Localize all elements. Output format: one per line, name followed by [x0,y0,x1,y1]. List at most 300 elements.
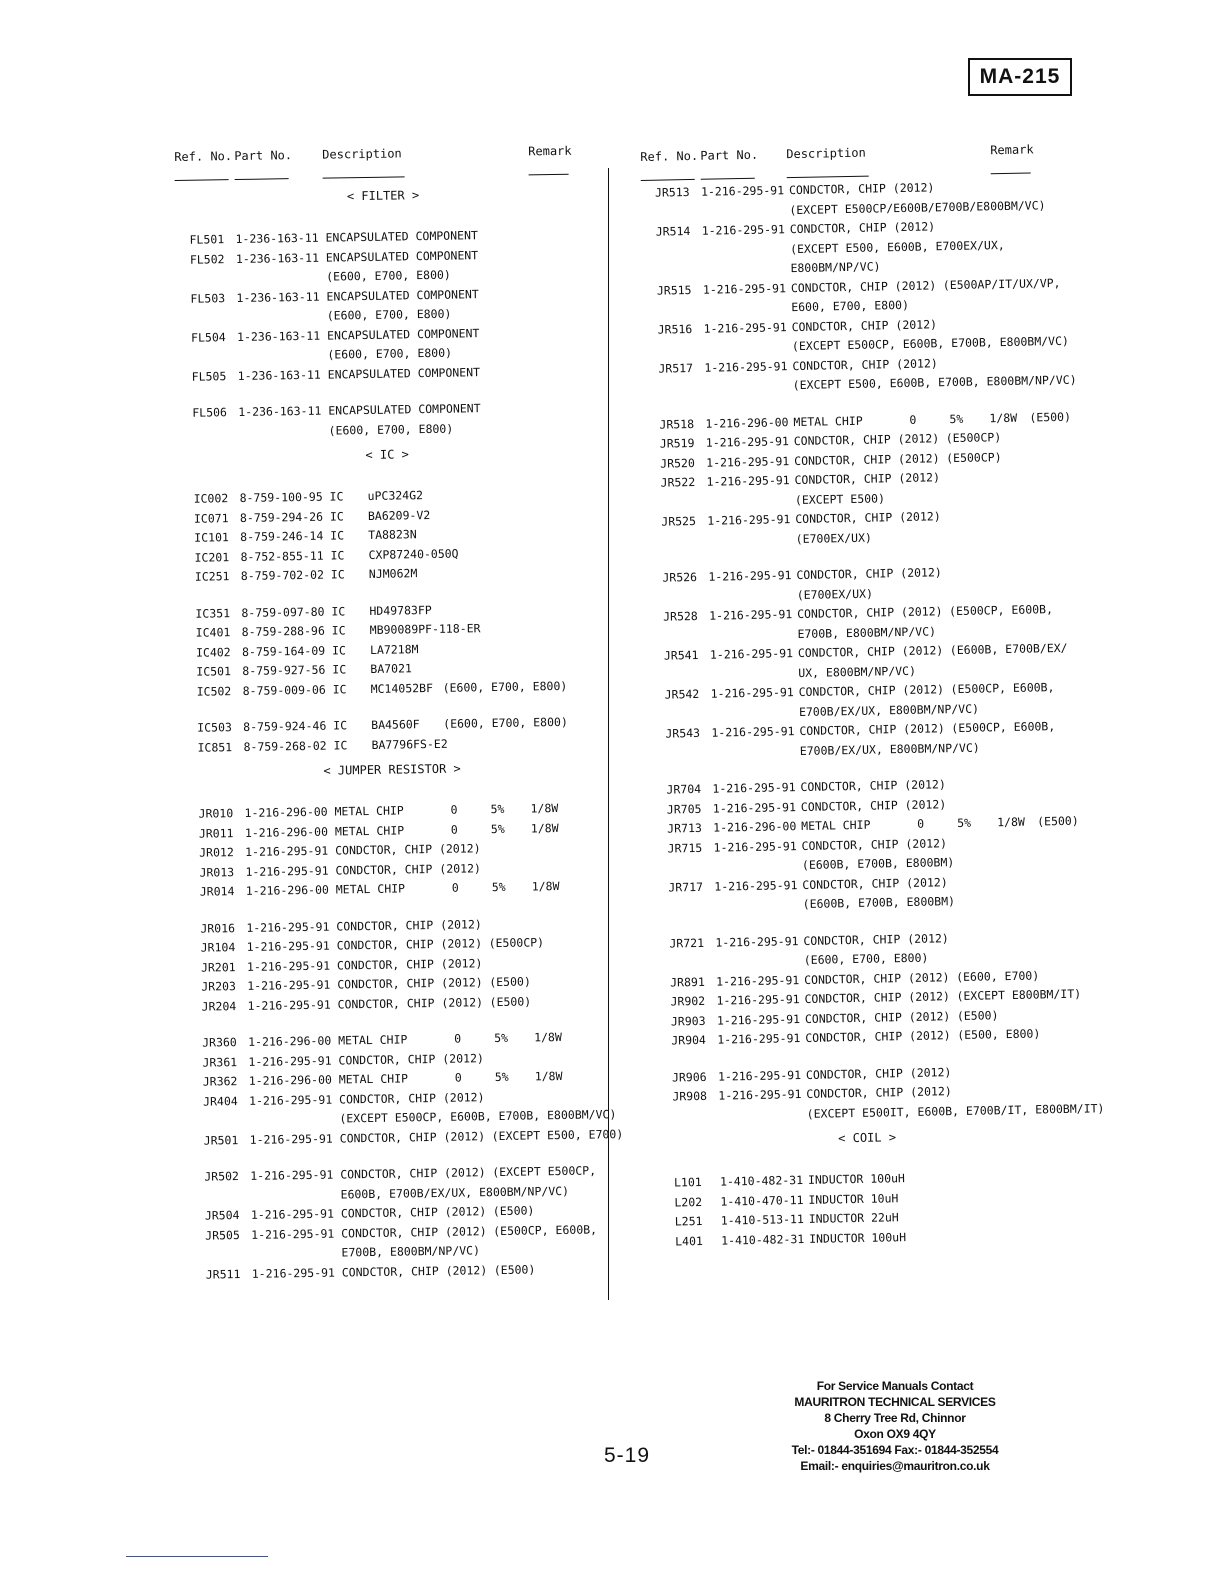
description: CONDCTOR, CHIP (2012) [803,930,949,948]
resistance: 0 [450,822,458,837]
part-no: 1-216-296-00 [244,824,329,840]
ref-no: JR517 [658,360,694,376]
part-no: 1-216-295-91 [716,992,800,1008]
part-no: 8-752-855-11 [240,548,324,564]
description: CONDCTOR, CHIP (2012) [791,316,938,334]
part-no: 1-236-163-11 [238,403,322,419]
ref-no: JR705 [666,801,702,817]
part-no: 1-216-295-91 [708,568,792,584]
tolerance: 5% [494,1030,509,1046]
tolerance: 5% [491,879,506,895]
description: IC [331,603,346,619]
ref-no: IC101 [194,530,229,545]
ref-no: IC201 [194,549,230,565]
remark: (E500CP) [488,935,545,951]
ref-no: FL505 [191,368,227,384]
wattage: 1/8W [534,1068,563,1084]
part-no: 1-216-295-91 [703,319,787,336]
ic-type: CXP87240-050Q [368,546,459,562]
parts-list-left [173,177,630,1285]
ref-no: FL501 [189,232,225,247]
ref-no: JR525 [661,513,697,529]
description: CONDCTOR, CHIP (2012) [340,1165,486,1182]
description: IC [330,528,345,543]
ic-type: HD49783FP [369,602,432,618]
header-remark: Remark [990,142,1034,158]
ref-no: IC501 [196,664,232,679]
part-no: 1-216-295-91 [247,997,331,1013]
header-underline [641,179,695,181]
part-no: 1-216-295-91 [704,358,788,375]
ic-type: BA6209-V2 [367,507,431,523]
description: METAL CHIP [335,881,406,897]
description: CONDCTOR, CHIP (2012) [789,219,936,237]
remark: (E500) [1029,409,1072,425]
part-note: (EXCEPT E500, E600B, E700EX/UX, [789,237,1005,256]
ref-no: JR104 [200,940,236,955]
description: INDUCTOR 10uH [808,1190,899,1207]
ic-type: BA7021 [370,661,412,676]
part-note: E700B, E800BM/NP/VC) [341,1243,481,1260]
ref-no: JR011 [198,825,234,841]
resistance: 0 [451,880,459,895]
ref-no: JR704 [666,781,702,797]
ref-no: IC351 [195,605,231,621]
description: INDUCTOR 100uH [808,1229,907,1246]
ic-type: NJM062M [368,566,418,581]
description: CONDCTOR, CHIP (2012) [337,975,483,992]
ref-no: L202 [674,1194,703,1209]
column-divider [608,168,609,1300]
part-no: 1-216-296-00 [244,804,328,820]
description: CONDCTOR, CHIP (2012) [804,989,951,1006]
description: CONDCTOR, CHIP (2012) [794,450,940,468]
ref-no: JR504 [204,1208,240,1223]
description: CONDCTOR, CHIP (2012) [337,994,484,1012]
part-no: 1-216-295-91 [246,958,331,974]
ref-no: JR721 [669,935,705,951]
part-no: 1-216-296-00 [248,1033,332,1049]
description: CONDCTOR, CHIP (2012) [341,1223,487,1240]
description: INDUCTOR 22uH [808,1210,899,1226]
part-note: (EXCEPT E500CP/E600B/E700B/E800BM/VC) [789,197,1046,217]
remark: (E500) [956,1007,999,1023]
tolerance: 5% [490,801,505,817]
part-note: (EXCEPT E500CP, E600B, E700B, E800BM/VC) [339,1107,617,1126]
description: IC [332,662,347,677]
contact-email: Email:- enquiries@mauritron.co.uk [800,1459,990,1473]
description: METAL CHIP [334,803,404,819]
part-note: (EXCEPT E500IT, E600B, E700B/IT, E800BM/IT) [806,1100,1105,1121]
ref-no: IC251 [194,569,230,584]
part-no: 1-216-295-91 [245,863,329,879]
ref-no: JR908 [672,1088,708,1104]
resistance: 0 [450,802,458,817]
part-note: (E600, E700, E800) [326,306,452,323]
description: IC [333,737,348,753]
description: CONDCTOR, CHIP (2012) [336,936,483,953]
part-no: 8-759-246-14 [240,528,324,544]
part-no: 1-216-295-91 [245,843,329,859]
section-title: < FILTER > [346,188,420,204]
header-underline [701,178,755,180]
ref-no: JR013 [199,864,235,880]
part-no: 1-216-295-91 [249,1131,333,1147]
part-no: 8-759-268-02 [243,738,327,754]
part-no: 1-216-295-91 [717,1067,802,1084]
ref-no: JR519 [659,435,695,451]
contact-line: For Service Manuals Contact [816,1379,974,1393]
remark: (E500CP) [946,449,1002,465]
ref-no: JR201 [200,959,236,975]
ref-no: JR362 [202,1074,238,1089]
ref-no: JR542 [664,686,700,702]
part-note: (E600, E700, E800) [328,421,454,438]
ref-no: JR520 [660,455,695,471]
description: CONDCTOR, CHIP (2012) [798,682,945,700]
part-note: (EXCEPT E500, E600B, E700B, E800BM/NP/VC) [792,372,1077,393]
ref-no: IC402 [195,644,231,660]
part-note: (E600, E700, E800) [803,950,929,967]
parts-column-left [172,133,630,1285]
remark: (E500CP, E600B, [951,719,1056,736]
ref-no: JR713 [667,820,702,836]
ref-no: JR891 [670,974,705,990]
model-number: MA-215 [979,65,1061,88]
ref-no: JR516 [657,321,693,337]
ref-no: JR016 [200,920,236,936]
ref-no: JR014 [199,884,235,899]
part-no: 1-216-295-91 [712,799,797,816]
ref-no: JR522 [660,474,696,490]
part-no: 1-216-295-91 [712,780,796,796]
remark: (E600B, E700B/EX/ [949,640,1068,658]
ref-no: L101 [673,1174,702,1190]
part-no: 1-216-295-91 [714,877,798,894]
part-no: 8-759-097-80 [241,604,325,620]
ref-no: JR513 [654,185,690,200]
remark: (E500CP, E600B, [950,680,1055,697]
ref-no: IC502 [196,683,232,699]
description: CONDCTOR, CHIP (2012) [336,955,483,973]
header-ref: Ref. No. [640,148,699,164]
tolerance: 5% [494,1069,509,1085]
part-note: (EXCEPT E500CP, E600B, E700B, E800BM/VC) [791,333,1070,354]
ref-no: IC071 [193,510,229,526]
description: IC [329,508,344,524]
ref-no: JR904 [671,1032,707,1048]
part-note: E600B, E700B/EX/UX, E800BM/NP/VC) [340,1183,570,1201]
remark: (E500) [489,974,531,990]
ref-no: JR541 [663,647,699,663]
part-no: 1-216-295-91 [707,512,791,528]
ref-no: FL506 [192,405,228,420]
part-no: 1-216-295-91 [701,222,785,238]
tolerance: 5% [949,411,964,426]
description: IC [332,681,347,697]
part-note: E700B, E800BM/NP/VC) [797,623,937,641]
description: CONDCTOR, CHIP (2012) [336,916,482,934]
part-no: 1-216-296-00 [713,819,797,835]
contact-address: 8 Cherry Tree Rd, Chinnor [824,1411,966,1425]
description: CONDCTOR, CHIP (2012) [341,1262,488,1279]
ic-type: TA8823N [368,527,417,542]
contact-company: MAURITRON TECHNICAL SERVICES [794,1395,996,1409]
part-no: 1-216-295-91 [247,977,331,993]
header-underline [235,178,289,180]
part-no: 1-216-295-91 [246,919,330,935]
contact-block [790,1378,1000,1474]
ref-no: JR360 [202,1035,237,1050]
ref-no: JR203 [201,979,237,994]
description: IC [331,623,346,638]
remark: (E600, E700) [955,967,1040,984]
part-no: 1-216-296-00 [245,882,329,898]
description: CONDCTOR, CHIP (2012) [339,1128,486,1145]
ref-no: L401 [675,1233,703,1248]
ref-no: JR012 [199,845,234,860]
part-note: (E600, E700, E800) [327,345,453,362]
ref-no: JR361 [202,1054,238,1070]
part-no: 1-216-295-91 [248,1092,333,1108]
part-no: 1-216-295-91 [713,838,797,855]
remark: (E500) [489,993,532,1009]
header-remark: Remark [528,143,572,159]
model-number-box [968,58,1072,96]
part-note: (E600B, E700B, E800BM) [802,894,956,911]
description: CONDCTOR, CHIP (2012) [796,604,943,622]
ref-no: FL503 [190,290,226,306]
part-no: 1-236-163-11 [235,230,319,247]
remark: (E500CP, E600B, [493,1221,598,1238]
description: CONDCTOR, CHIP (2012) [800,777,946,794]
part-no: 1-216-295-91 [706,453,790,470]
part-no: 8-759-009-06 [242,682,326,698]
part-note: (E700EX/UX) [795,530,872,546]
part-no: 8-759-702-02 [240,567,325,583]
ref-no: FL502 [189,251,225,267]
remark: (E500CP, E600B, [948,602,1054,619]
part-no: 1-410-482-31 [721,1231,805,1248]
description: IC [330,547,345,563]
part-no: 1-216-295-91 [700,183,785,199]
description: IC [333,718,348,733]
section-title: < IC > [365,447,409,462]
part-no: 1-216-295-91 [702,280,787,297]
part-note: E800BM/NP/VC) [790,259,881,276]
part-no: 1-236-163-11 [236,289,320,305]
part-no: 8-759-927-56 [242,662,326,678]
wattage: 1/8W [530,820,559,835]
description: CONDCTOR, CHIP (2012) [792,355,938,373]
part-no: 1-216-295-91 [716,1011,801,1028]
description: METAL CHIP [338,1032,408,1048]
description: CONDCTOR, CHIP (2012) [335,860,481,878]
description: CONDCTOR, CHIP (2012) [800,796,947,814]
part-no: 8-759-288-96 [241,623,325,639]
part-note: (E700EX/UX) [796,586,874,602]
part-note: UX, E800BM/NP/VC) [798,663,917,680]
tolerance: 5% [957,815,972,830]
part-no: 1-216-295-91 [250,1206,335,1222]
ref-no: L251 [674,1213,703,1229]
description: METAL CHIP [334,822,405,839]
part-no: 8-759-100-95 [239,489,323,505]
description: IC [329,489,344,504]
part-no: 1-216-295-91 [718,1087,802,1103]
description: ENCAPSULATED COMPONENT [326,286,479,304]
description: IC [331,642,346,658]
part-no: 1-216-295-91 [251,1265,336,1281]
description: CONDCTOR, CHIP (2012) [804,969,950,987]
part-no: 8-759-294-26 [239,509,324,525]
part-note: (E600B, E700B, E800BM) [801,855,955,872]
page-number: 5-19 [604,1444,651,1467]
part-note: (EXCEPT E500) [794,490,886,507]
ref-no: JR518 [659,416,695,432]
contact-phone: Tel:- 01844-351694 Fax:- 01844-352554 [791,1443,999,1457]
contact-address: Oxon OX9 4QY [854,1427,936,1441]
description: METAL CHIP [338,1071,409,1087]
header-underline [991,172,1031,174]
ref-no: JR717 [668,879,704,895]
description: CONDCTOR, CHIP (2012) [796,565,942,583]
description: CONDCTOR, CHIP (2012) [790,277,937,295]
part-no: 1-216-295-91 [716,972,800,989]
wattage: 1/8W [989,410,1018,425]
ref-no: JR502 [204,1169,240,1184]
ref-no: JR404 [202,1093,238,1109]
ref-no: JR501 [203,1132,239,1148]
remark: (E500) [1037,813,1079,829]
description: IC [330,567,345,582]
description: METAL CHIP [801,817,871,833]
ref-no: JR511 [205,1266,241,1282]
part-no: 1-410-482-31 [719,1173,804,1189]
remark: (E500) [492,1203,535,1219]
header-desc: Description [786,145,866,162]
part-no: 1-216-295-91 [706,473,790,489]
description: CONDCTOR, CHIP (2012) [338,1050,484,1067]
description: METAL CHIP [793,413,863,429]
part-no: 1-216-296-00 [705,414,789,431]
part-no: 8-759-924-46 [243,718,327,734]
description: CONDCTOR, CHIP (2012) [804,1008,951,1026]
description: CONDCTOR, CHIP (2012) [801,835,948,853]
remark: (E500AP/IT/UX/VP, [942,275,1061,292]
wattage: 1/8W [534,1029,562,1045]
column-header [172,133,613,184]
description: CONDCTOR, CHIP (2012) [805,1064,952,1082]
part-no: 1-410-470-11 [720,1192,804,1209]
description: CONDCTOR, CHIP (2012) [335,841,481,858]
description: CONDCTOR, CHIP (2012) [340,1204,487,1221]
tolerance: 5% [490,821,505,836]
wattage: 1/8W [531,879,560,894]
part-no: 1-216-295-91 [709,646,794,662]
ic-type: BA4560F [371,717,420,732]
remark: (E600, E700, E800) [443,714,568,731]
description: ENCAPSULATED COMPONENT [326,325,480,343]
description: CONDCTOR, CHIP (2012) [338,1089,485,1106]
description: INDUCTOR 100uH [807,1171,906,1187]
description: CONDCTOR, CHIP (2012) [799,721,945,739]
description: ENCAPSULATED COMPONENT [325,247,479,265]
description: ENCAPSULATED COMPONENT [328,401,481,418]
parts-list-right [639,176,1105,1252]
remark: (EXCEPT E500, E700) [491,1126,624,1143]
footer-rule [126,1556,268,1557]
ref-no: JR515 [656,282,692,298]
resistance: 0 [454,1031,462,1046]
ic-type: LA7218M [369,641,419,657]
ref-no: JR505 [205,1227,240,1243]
resistance: 0 [917,816,925,831]
header-underline [175,179,229,181]
part-no: 1-216-295-91 [715,933,799,950]
header-part: Part No. [700,147,759,163]
part-no: 1-216-295-91 [705,434,790,450]
description: CONDCTOR, CHIP (2012) [793,431,940,449]
part-no: 1-410-513-11 [720,1212,804,1228]
ref-no: JR526 [662,569,698,585]
part-no: 1-216-295-91 [250,1167,334,1183]
part-no: 1-216-295-91 [709,607,793,623]
remark: (E500CP) [945,430,1002,446]
header-underline [529,174,569,176]
part-note: (E600, E700, E800) [326,267,451,284]
header-underline [323,176,405,178]
description: CONDCTOR, CHIP (2012) [806,1084,952,1101]
part-no: 8-759-164-09 [241,643,326,659]
part-no: 1-216-295-91 [711,724,795,740]
part-note: E600, E700, E800) [791,297,910,315]
ic-type: uPC324G2 [367,488,424,503]
ref-no: IC002 [193,491,229,506]
ref-no: FL504 [190,329,226,345]
ref-no: IC503 [197,720,232,735]
resistance: 0 [454,1070,462,1085]
parts-column-right [638,132,1105,1252]
description: CONDCTOR, CHIP (2012) [795,509,941,527]
part-no: 1-216-295-91 [710,685,794,701]
wattage: 1/8W [530,801,559,816]
description: CONDCTOR, CHIP (2012) [805,1028,951,1045]
ref-no: JR528 [663,608,698,624]
ref-no: JR514 [655,224,691,239]
section-title: < COIL > [838,1130,897,1146]
part-no: 1-236-163-11 [235,250,320,266]
section-title: < JUMPER RESISTOR > [323,761,461,778]
ref-no: JR903 [670,1013,706,1029]
remark: (E500, E800) [957,1026,1041,1043]
part-no: 1-216-295-91 [248,1053,332,1069]
resistance: 0 [909,412,917,427]
part-no: 1-216-295-91 [246,938,330,954]
ref-no: JR906 [671,1069,707,1085]
description: CONDCTOR, CHIP (2012) [794,470,941,488]
remark: (E600, E700, E800) [442,678,568,695]
header-part: Part No. [234,148,293,164]
ref-no: IC401 [195,625,231,640]
part-no: 1-236-163-11 [237,367,321,383]
part-note: E700B/EX/UX, E800BM/NP/VC) [799,740,980,758]
part-no: 1-216-296-00 [248,1072,332,1088]
part-no: 1-216-295-91 [717,1031,801,1047]
ic-type: MC14052BF [370,680,434,696]
part-note: E700B/EX/UX, E800BM/NP/VC) [798,701,980,719]
header-ref: Ref. No. [174,149,233,164]
